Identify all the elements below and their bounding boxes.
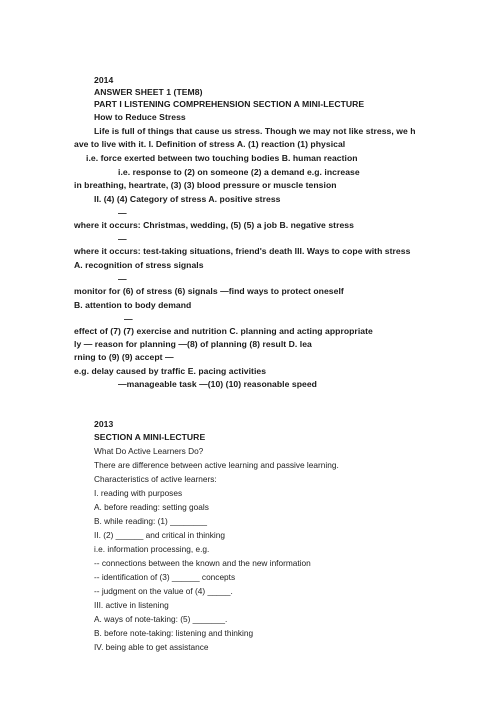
dash-line: — <box>118 234 127 244</box>
text-line: monitor for (6) of stress (6) signals —find ways to protect oneself <box>74 286 344 296</box>
answer-sheet-title: ANSWER SHEET 1 (TEM8) <box>94 87 203 97</box>
text-line: IV. being able to get assistance <box>94 642 209 652</box>
text-line: Characteristics of active learners: <box>94 474 217 484</box>
text-line: effect of (7) (7) exercise and nutrition C. planning and acting appropriate <box>74 326 373 336</box>
text-line: There are difference between active learning and passive learning. <box>94 460 339 470</box>
dash-line: — <box>118 208 127 218</box>
part-heading: PART I LISTENING COMPREHENSION SECTION A MINI-LECTURE <box>94 99 365 109</box>
text-line: where it occurs: Christmas, wedding, (5) (5) a job B. negative stress <box>74 220 354 230</box>
text-line: A. ways of note-taking: (5) _______. <box>94 614 228 624</box>
text-line: B. before note-taking: listening and thinking <box>94 628 254 638</box>
text-line: II. (4) (4) Category of stress A. positive stress <box>94 194 281 204</box>
text-line: e.g. delay caused by traffic E. pacing activities <box>74 366 267 376</box>
year-2014: 2014 <box>94 75 114 85</box>
text-line: II. (2) ______ and critical in thinking <box>94 530 225 540</box>
text-line: in breathing, heartrate, (3) (3) blood pressure or muscle tension <box>74 180 337 190</box>
text-line: ave to live with it. I. Definition of stress A. (1) reaction (1) physical <box>74 139 346 149</box>
text-line: -- connections between the known and the new information <box>94 558 311 568</box>
lecture-title: How to Reduce Stress <box>94 112 186 122</box>
text-line: i.e. response to (2) on someone (2) a demand e.g. increase <box>118 167 360 177</box>
lecture-title: What Do Active Learners Do? <box>94 446 204 456</box>
text-line: A. recognition of stress signals <box>74 260 204 270</box>
dash-line: — <box>124 314 133 324</box>
text-line: where it occurs: test-taking situations, friend's death III. Ways to cope with stress <box>74 246 411 256</box>
text-line: Life is full of things that cause us stress. Though we may not like stress, we h <box>94 126 416 136</box>
dash-line: — <box>118 274 127 284</box>
text-line: -- judgment on the value of (4) _____. <box>94 586 233 596</box>
year-2013: 2013 <box>94 419 114 429</box>
text-line: -- identification of (3) ______ concepts <box>94 572 236 582</box>
text-line: —manageable task —(10) (10) reasonable speed <box>118 379 317 389</box>
text-line: I. reading with purposes <box>94 488 183 498</box>
text-line: i.e. force exerted between two touching bodies B. human reaction <box>86 153 358 163</box>
text-line: i.e. information processing, e.g. <box>94 544 210 554</box>
section-heading: SECTION A MINI-LECTURE <box>94 432 206 442</box>
text-line: rning to (9) (9) accept — <box>74 352 174 362</box>
text-line: ly — reason for planning —(8) of planning (8) result D. lea <box>74 339 312 349</box>
text-line: III. active in listening <box>94 600 169 610</box>
text-line: A. before reading: setting goals <box>94 502 209 512</box>
text-line: B. attention to body demand <box>74 300 192 310</box>
text-line: B. while reading: (1) ________ <box>94 516 208 526</box>
